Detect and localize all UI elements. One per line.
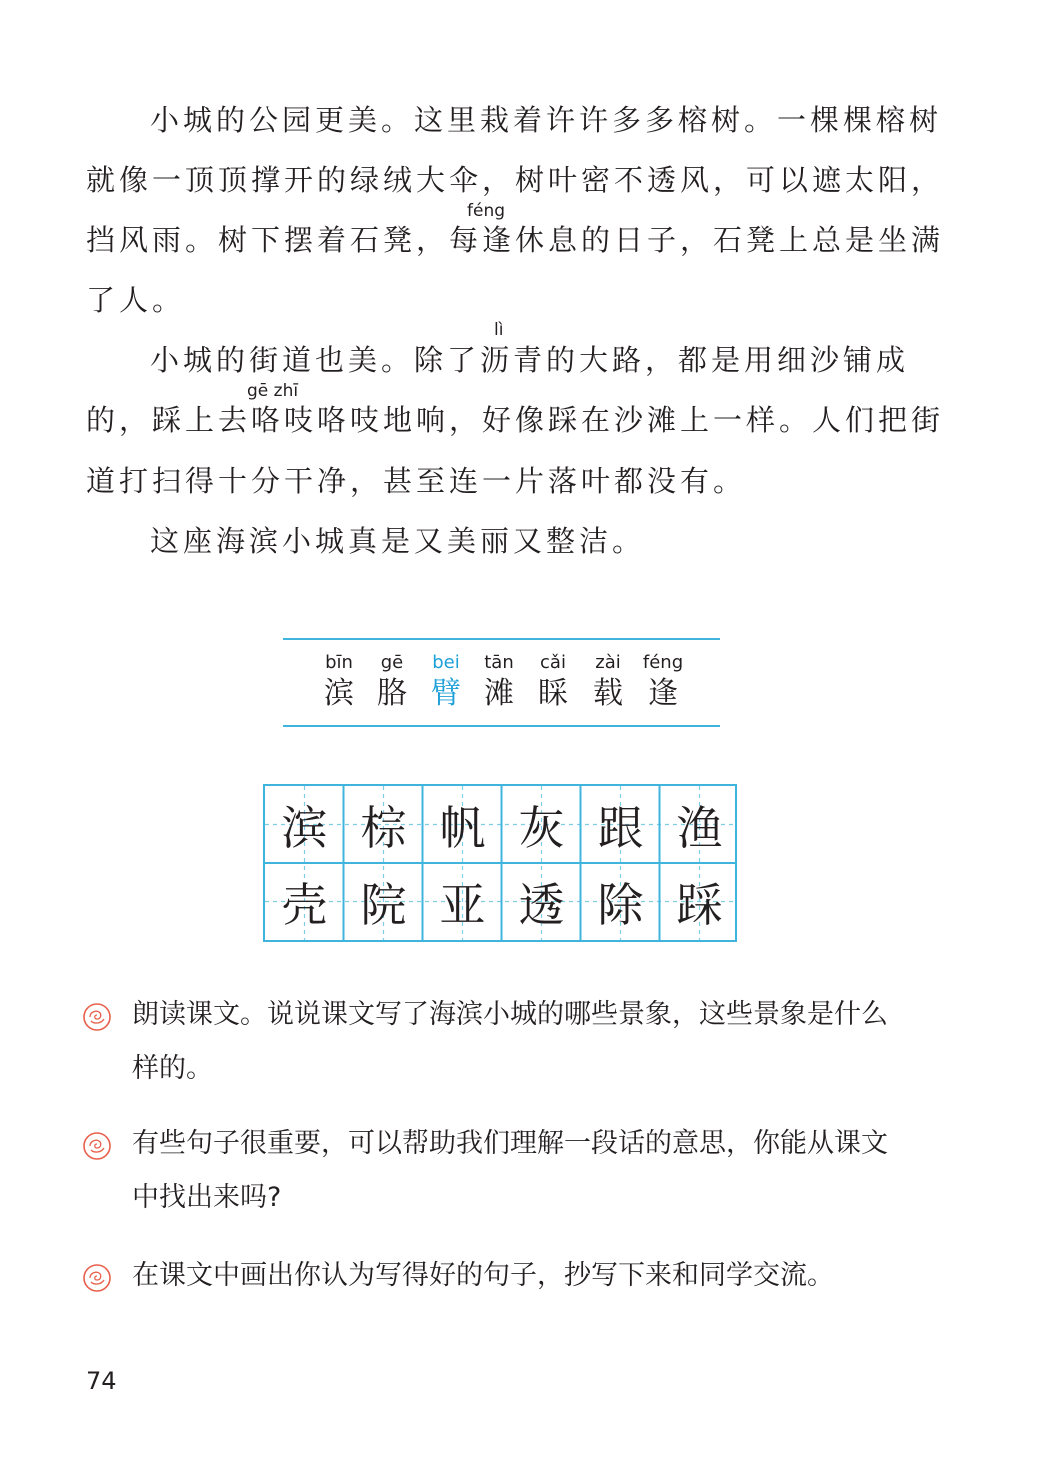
grid-char: 亚 xyxy=(439,877,486,932)
vocab-pinyin: bīn xyxy=(325,652,353,673)
vocab-item xyxy=(526,652,580,714)
exercise-1 xyxy=(82,988,962,1098)
vocab-top-rule xyxy=(283,638,720,640)
spiral-seal-icon xyxy=(82,1263,112,1293)
grid-char: 透 xyxy=(518,877,565,932)
page-number: 74 xyxy=(86,1367,117,1395)
grid-char: 壳 xyxy=(281,877,328,932)
exercise-2-line-1: 有些句子很重要，可以帮助我们理解一段话的意思，你能从课文 xyxy=(132,1128,888,1159)
vocab-char: 臂 xyxy=(431,676,461,711)
vocab-pinyin: cǎi xyxy=(540,652,566,673)
spiral-seal-icon xyxy=(82,1002,112,1032)
spiral-seal-icon xyxy=(82,1131,112,1161)
pinyin-gezhi: gē zhī xyxy=(247,381,299,401)
passage-line-1: 小城的公园更美。这里栽着许许多多榕树。一棵棵榕树 xyxy=(150,103,943,137)
passage-line-7: 道打扫得十分干净，甚至连一片落叶都没有。 xyxy=(86,464,747,498)
passage-line-2: 就像一顶顶撑开的绿绒大伞，树叶密不透风，可以遮太阳， xyxy=(86,163,945,197)
grid-char: 滨 xyxy=(281,800,328,855)
vocab-char: 滩 xyxy=(484,676,514,711)
grid-char: 灰 xyxy=(518,800,565,855)
vocab-item xyxy=(472,652,526,714)
vocab-item xyxy=(365,652,419,714)
vocab-pinyin: zài xyxy=(595,652,621,673)
grid-char: 棕 xyxy=(360,800,407,855)
vocab-pinyin: gē xyxy=(380,652,404,673)
vocab-pinyin: tān xyxy=(484,652,514,673)
exercise-1-line-2: 样的。 xyxy=(132,1053,213,1084)
vocab-char: 载 xyxy=(593,676,623,711)
grid-char: 帆 xyxy=(439,800,486,855)
vocab-item-highlight xyxy=(419,652,473,714)
grid-char: 踩 xyxy=(676,877,723,932)
pinyin-li: lì xyxy=(494,320,504,340)
grid-char: 院 xyxy=(360,877,407,932)
vocab-pinyin: bei xyxy=(432,652,460,673)
writing-grid xyxy=(263,784,737,942)
exercise-2-line-2: 中找出来吗? xyxy=(132,1182,282,1213)
exercise-3-line-1: 在课文中画出你认为写得好的句子，抄写下来和同学交流。 xyxy=(132,1260,834,1291)
passage-line-3: 挡风雨。树下摆着石凳，每逢休息的日子，石凳上总是坐满 xyxy=(86,223,945,257)
passage-line-5: 小城的街道也美。除了沥青的大路，都是用细沙铺成 xyxy=(150,343,910,377)
exercise-2 xyxy=(82,1117,962,1227)
vocab-char: 睬 xyxy=(538,676,568,711)
vocab-char: 胳 xyxy=(377,676,407,711)
vocab-pinyin: féng xyxy=(642,652,684,673)
grid-char: 跟 xyxy=(597,800,644,855)
vocab-char: 逢 xyxy=(648,676,678,711)
vocab-item xyxy=(312,652,366,714)
vocab-bottom-rule xyxy=(283,725,720,727)
vocab-item xyxy=(636,652,690,714)
exercise-3 xyxy=(82,1249,962,1309)
grid-char: 除 xyxy=(597,877,644,932)
exercise-1-line-1: 朗读课文。说说课文写了海滨小城的哪些景象，这些景象是什么 xyxy=(132,999,888,1030)
passage-line-8: 这座海滨小城真是又美丽又整洁。 xyxy=(150,524,646,558)
vocab-item xyxy=(581,652,635,714)
grid-char: 渔 xyxy=(676,800,723,855)
passage-line-4: 了人。 xyxy=(86,283,186,317)
vocab-char: 滨 xyxy=(324,676,354,711)
passage-line-6: 的，踩上去咯吱咯吱地响，好像踩在沙滩上一样。人们把街 xyxy=(86,403,945,437)
pinyin-feng: féng xyxy=(467,201,506,221)
